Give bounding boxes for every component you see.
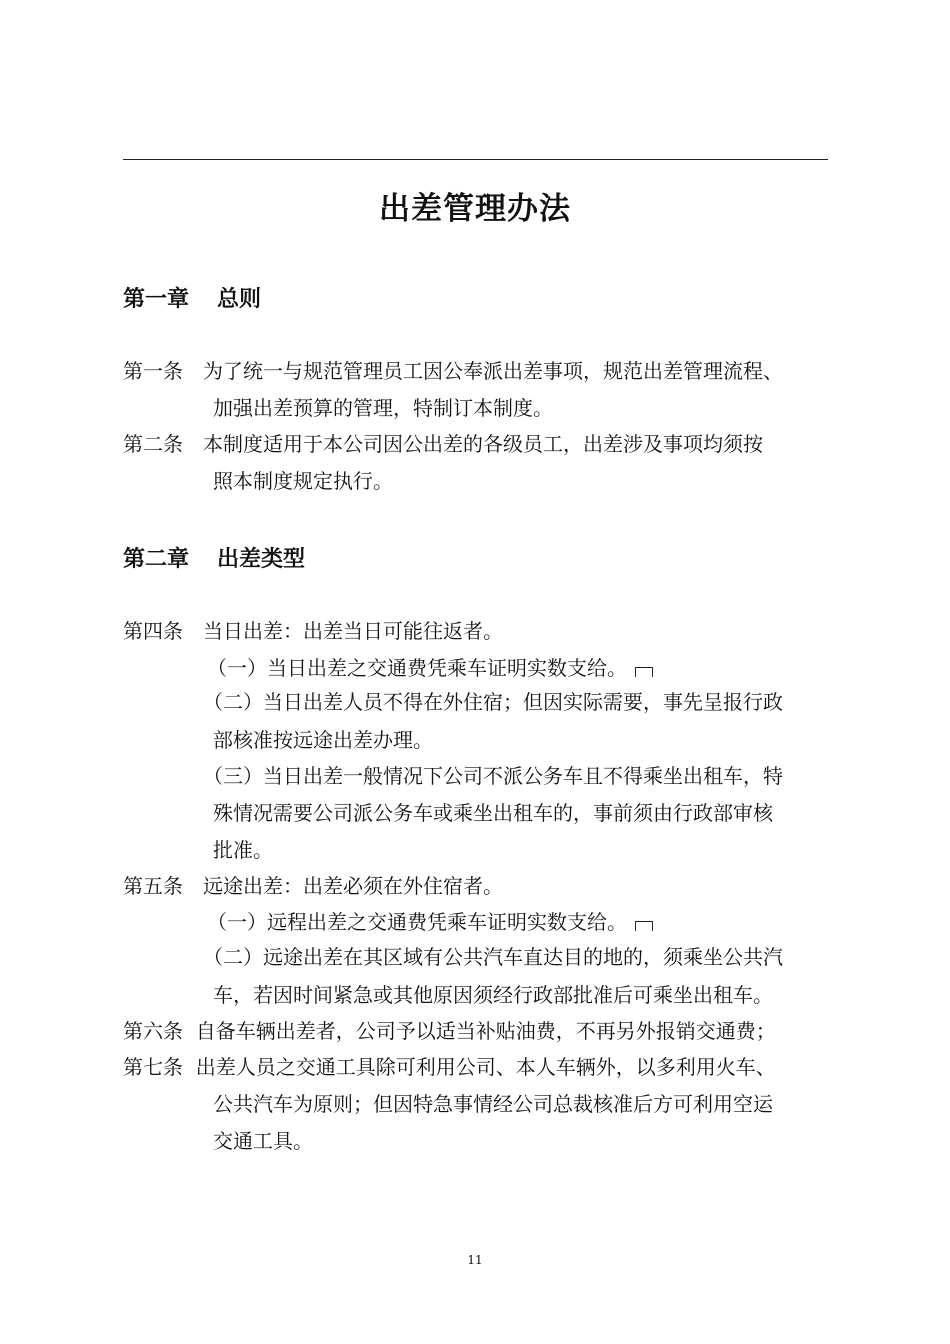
paragraph-mark-icon [635,921,653,931]
article-4-line-1: 第四条 当日出差：出差当日可能往返者。 [123,619,503,643]
article-4-item-3-line-1: （三）当日出差一般情况下公司不派公务车且不得乘坐出租车，特 [203,764,783,788]
article-6-line-1: 第六条 自备车辆出差者，公司予以适当补贴油费，不再另外报销交通费； [123,1019,776,1043]
article-5-item-2-line-1: （二）远途出差在其区域有公共汽车直达目的地的，须乘坐公共汽 [203,945,783,969]
chapter-name: 总则 [217,287,262,312]
article-7-line-3: 交通工具。 [213,1129,313,1153]
article-1-line-2: 加强出差预算的管理，特制订本制度。 [213,396,553,420]
article-4-item-3-line-3: 批准。 [213,838,273,862]
article-7-line-2: 公共汽车为原则；但因特急事情经公司总裁核准后方可利用空运 [213,1092,773,1116]
chapter-number: 第二章 [123,547,190,572]
article-5-item-1 [207,910,653,934]
chapter-number: 第一章 [123,287,190,312]
article-4-item-1 [207,656,653,680]
chapter-heading-2 [123,542,305,573]
article-4-item-2-line-1: （二）当日出差人员不得在外住宿；但因实际需要，事先呈报行政 [203,690,783,714]
chapter-heading-1 [123,282,261,313]
chapter-name: 出差类型 [217,547,306,572]
item-text: （一）当日出差之交通费凭乘车证明实数支给。 [207,656,627,680]
document-title: 出差管理办法 [379,191,571,227]
paragraph-mark-icon [635,667,653,677]
page-number: 11 [467,1253,483,1267]
article-1-line-1: 第一条 为了统一与规范管理员工因公奉派出差事项，规范出差管理流程、 [123,359,783,383]
item-text: （一）远程出差之交通费凭乘车证明实数支给。 [207,910,627,934]
article-4-item-2-line-2: 部核准按远途出差办理。 [213,728,433,752]
article-7-line-1: 第七条 出差人员之交通工具除可利用公司、本人车辆外，以多利用火车、 [123,1055,776,1079]
article-5-item-2-line-2: 车，若因时间紧急或其他原因须经行政部批准后可乘坐出租车。 [213,983,773,1007]
header-rule [123,159,828,160]
article-4-item-3-line-2: 殊情况需要公司派公务车或乘坐出租车的，事前须由行政部审核 [213,801,773,825]
article-2-line-2: 照本制度规定执行。 [213,469,393,493]
article-2-line-1: 第二条 本制度适用于本公司因公出差的各级员工，出差涉及事项均须按 [123,432,763,456]
article-5-line-1: 第五条 远途出差：出差必须在外住宿者。 [123,874,503,898]
